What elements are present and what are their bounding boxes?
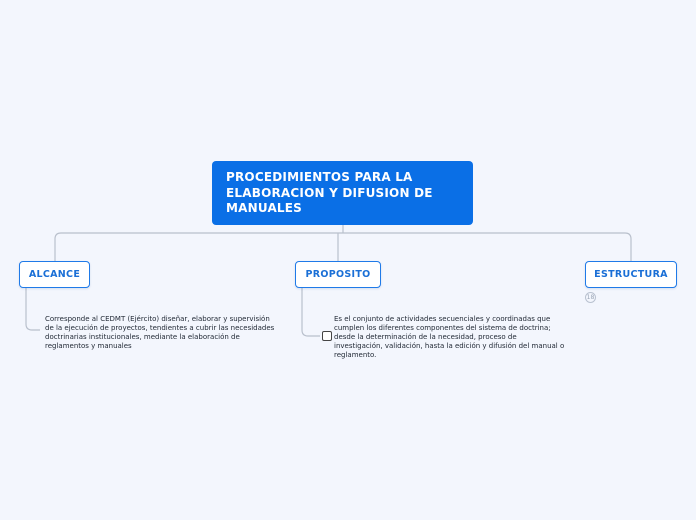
checkbox-icon[interactable] — [322, 331, 332, 341]
connector-proposito-note — [302, 288, 320, 336]
topic-alcance[interactable] — [19, 261, 90, 288]
collapsed-count-value: 18 — [586, 294, 595, 301]
connector-root-alcance — [55, 233, 343, 261]
central-topic-line-1: PROCEDIMIENTOS PARA LA — [226, 170, 413, 184]
topic-proposito[interactable] — [295, 261, 381, 288]
connector-alcance-note — [26, 288, 40, 330]
topic-alcance-label: ALCANCE — [28, 269, 81, 280]
central-topic-line-3: MANUALES — [226, 201, 303, 215]
topic-estructura-label: ESTRUCTURA — [594, 269, 668, 280]
topic-proposito-label: PROPOSITO — [305, 269, 371, 280]
note-proposito[interactable]: Es el conjunto de actividades secuenciales y coordinadas que cumplen los diferentes componentes del sistema de doctrina; desde la determinación de la necesidad, proceso de investigación, validación, hasta la edición y difusión del manual o reglamento. — [334, 315, 565, 359]
central-topic[interactable] — [212, 161, 473, 225]
central-topic-line-2: ELABORACION Y DIFUSION DE — [226, 185, 433, 200]
connector-root-estructura — [343, 233, 631, 261]
collapsed-count-badge[interactable] — [585, 292, 596, 303]
topic-estructura[interactable] — [585, 261, 677, 288]
note-alcance[interactable]: Corresponde al CEDMT (Ejército) diseñar, elaborar y supervisión de la ejecución de proyectos, tendientes a cubrir las necesidades doctrinarias institucionales, mediante la elaboración de reglamentos y manuales — [45, 315, 275, 350]
